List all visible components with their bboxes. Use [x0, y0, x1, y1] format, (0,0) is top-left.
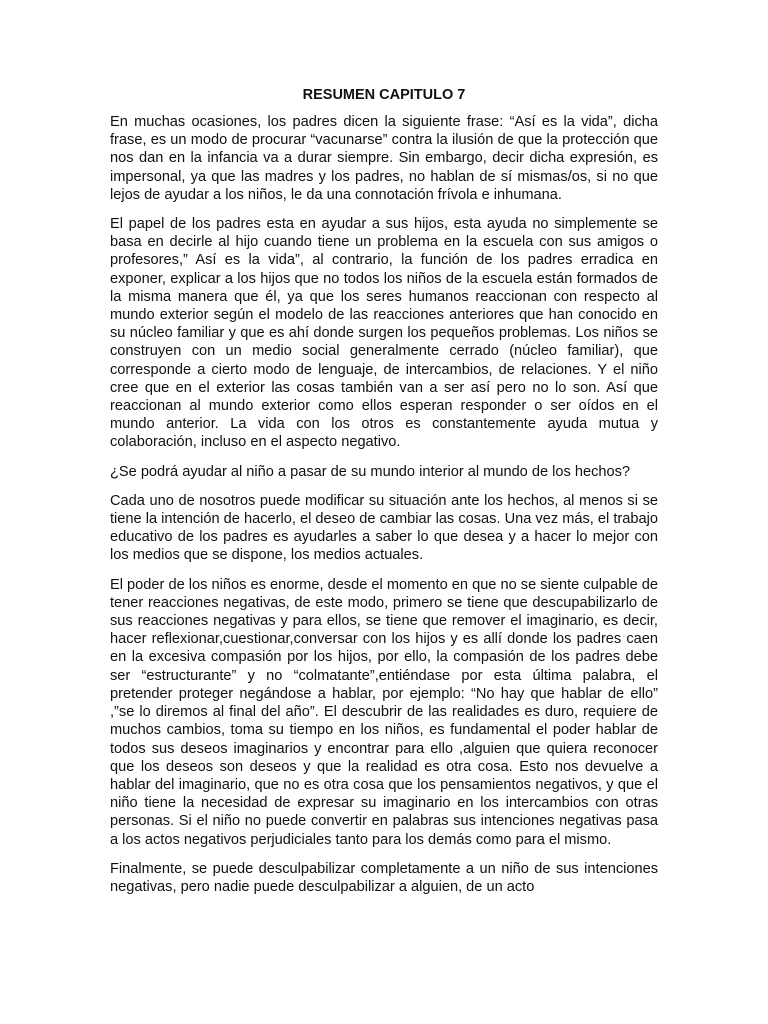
document-title: RESUMEN CAPITULO 7 — [302, 87, 466, 103]
paragraph-5: El poder de los niños es enorme, desde el momento en que no se siente culpable de tener reacciones negativas, de este modo, primero se tiene que descupabilizarlo de sus reacciones negativas y para ellos, se tiene que remover el imaginario, es decir, hacer reflexionar,cuestionar,conversar con los hijos y es allí donde los padres caen en la excesiva compasión por los hijos, por ello, la compasión de los padres debe ser “estructurante” y no “colmatante”,entiéndase por esta última palabra, el pretender proteger negándose a hablar, por ejemplo: “No hay que hablar de ello” ,”se lo diremos al final del año”. El descubrir de las realidades es duro, requiere de muchos cambios, toma su tiempo en los niños, es fundamental el poder hablar de todos sus deseos imaginarios y encontrar para ello ,alguien que quiera reconocer que los deseos son deseos y que la realidad es otra cosa. Esto nos devuelve a hablar del imaginario, que no es otra cosa que los pensamientos negativos, y que el niño tiene la necesidad de expresar su imaginario en los intercambios con otras personas. Si el niño no puede convertir en palabras sus intenciones negativas pasa a los actos negativos perjudiciales tanto para los demás como para el mismo. — [110, 576, 658, 848]
document-page — [110, 86, 658, 907]
paragraph-4: Cada uno de nosotros puede modificar su situación ante los hechos, al menos si se tiene la intención de hacerlo, el deseo de cambiar las cosas. Una vez más, el trabajo educativo de los padres es ayudarles a saber lo que desea y a hacer lo mejor con los medios que se dispone, los medios actuales. — [110, 492, 658, 564]
paragraph-6: Finalmente, se puede desculpabilizar completamente a un niño de sus intenciones negativas, pero nadie puede desculpabilizar a alguien, de un acto — [110, 860, 658, 895]
paragraph-2: El papel de los padres esta en ayudar a sus hijos, esta ayuda no simplemente se basa en decirle al hijo cuando tiene un problema en la escuela con sus amigos o profesores,” Así es la vida”, al contrario, la función de los padres erradica en exponer, explicar a los hijos que no todos los niños de la escuela están formados de la misma manera que él, ya que los seres humanos reaccionan con respecto al mundo exterior según el modelo de las reacciones anteriores que han conocido en su núcleo familiar y que es ahí donde surgen los pequeños problemas. Los niños se construyen con un medio social generalmente cerrado (núcleo familiar), que corresponde a cierto modo de lenguaje, de intercambios, de relaciones. Y el niño cree que en el exterior las cosas también van a ser así pero no lo son. Así que reaccionan al mundo exterior como ellos esperan responder o ser oídos en el mundo anterior. La vida con los otros es constantemente ayuda mutua y colaboración, incluso en el aspecto negativo. — [110, 216, 658, 451]
paragraph-3-question: ¿Se podrá ayudar al niño a pasar de su mundo interior al mundo de los hechos? — [110, 463, 631, 480]
paragraph-1: En muchas ocasiones, los padres dicen la siguiente frase: “Así es la vida”, dicha frase, es un modo de procurar “vacunarse” contra la ilusión de que la protección que nos dan en la infancia va a durar siempre. Sin embargo, decir dicha expresión, es impersonal, ya que las madres y los padres, no hablan de sí mismas/os, si no que lejos de ayudar a los niños, le da una connotación frívola e inhumana. — [110, 114, 658, 203]
